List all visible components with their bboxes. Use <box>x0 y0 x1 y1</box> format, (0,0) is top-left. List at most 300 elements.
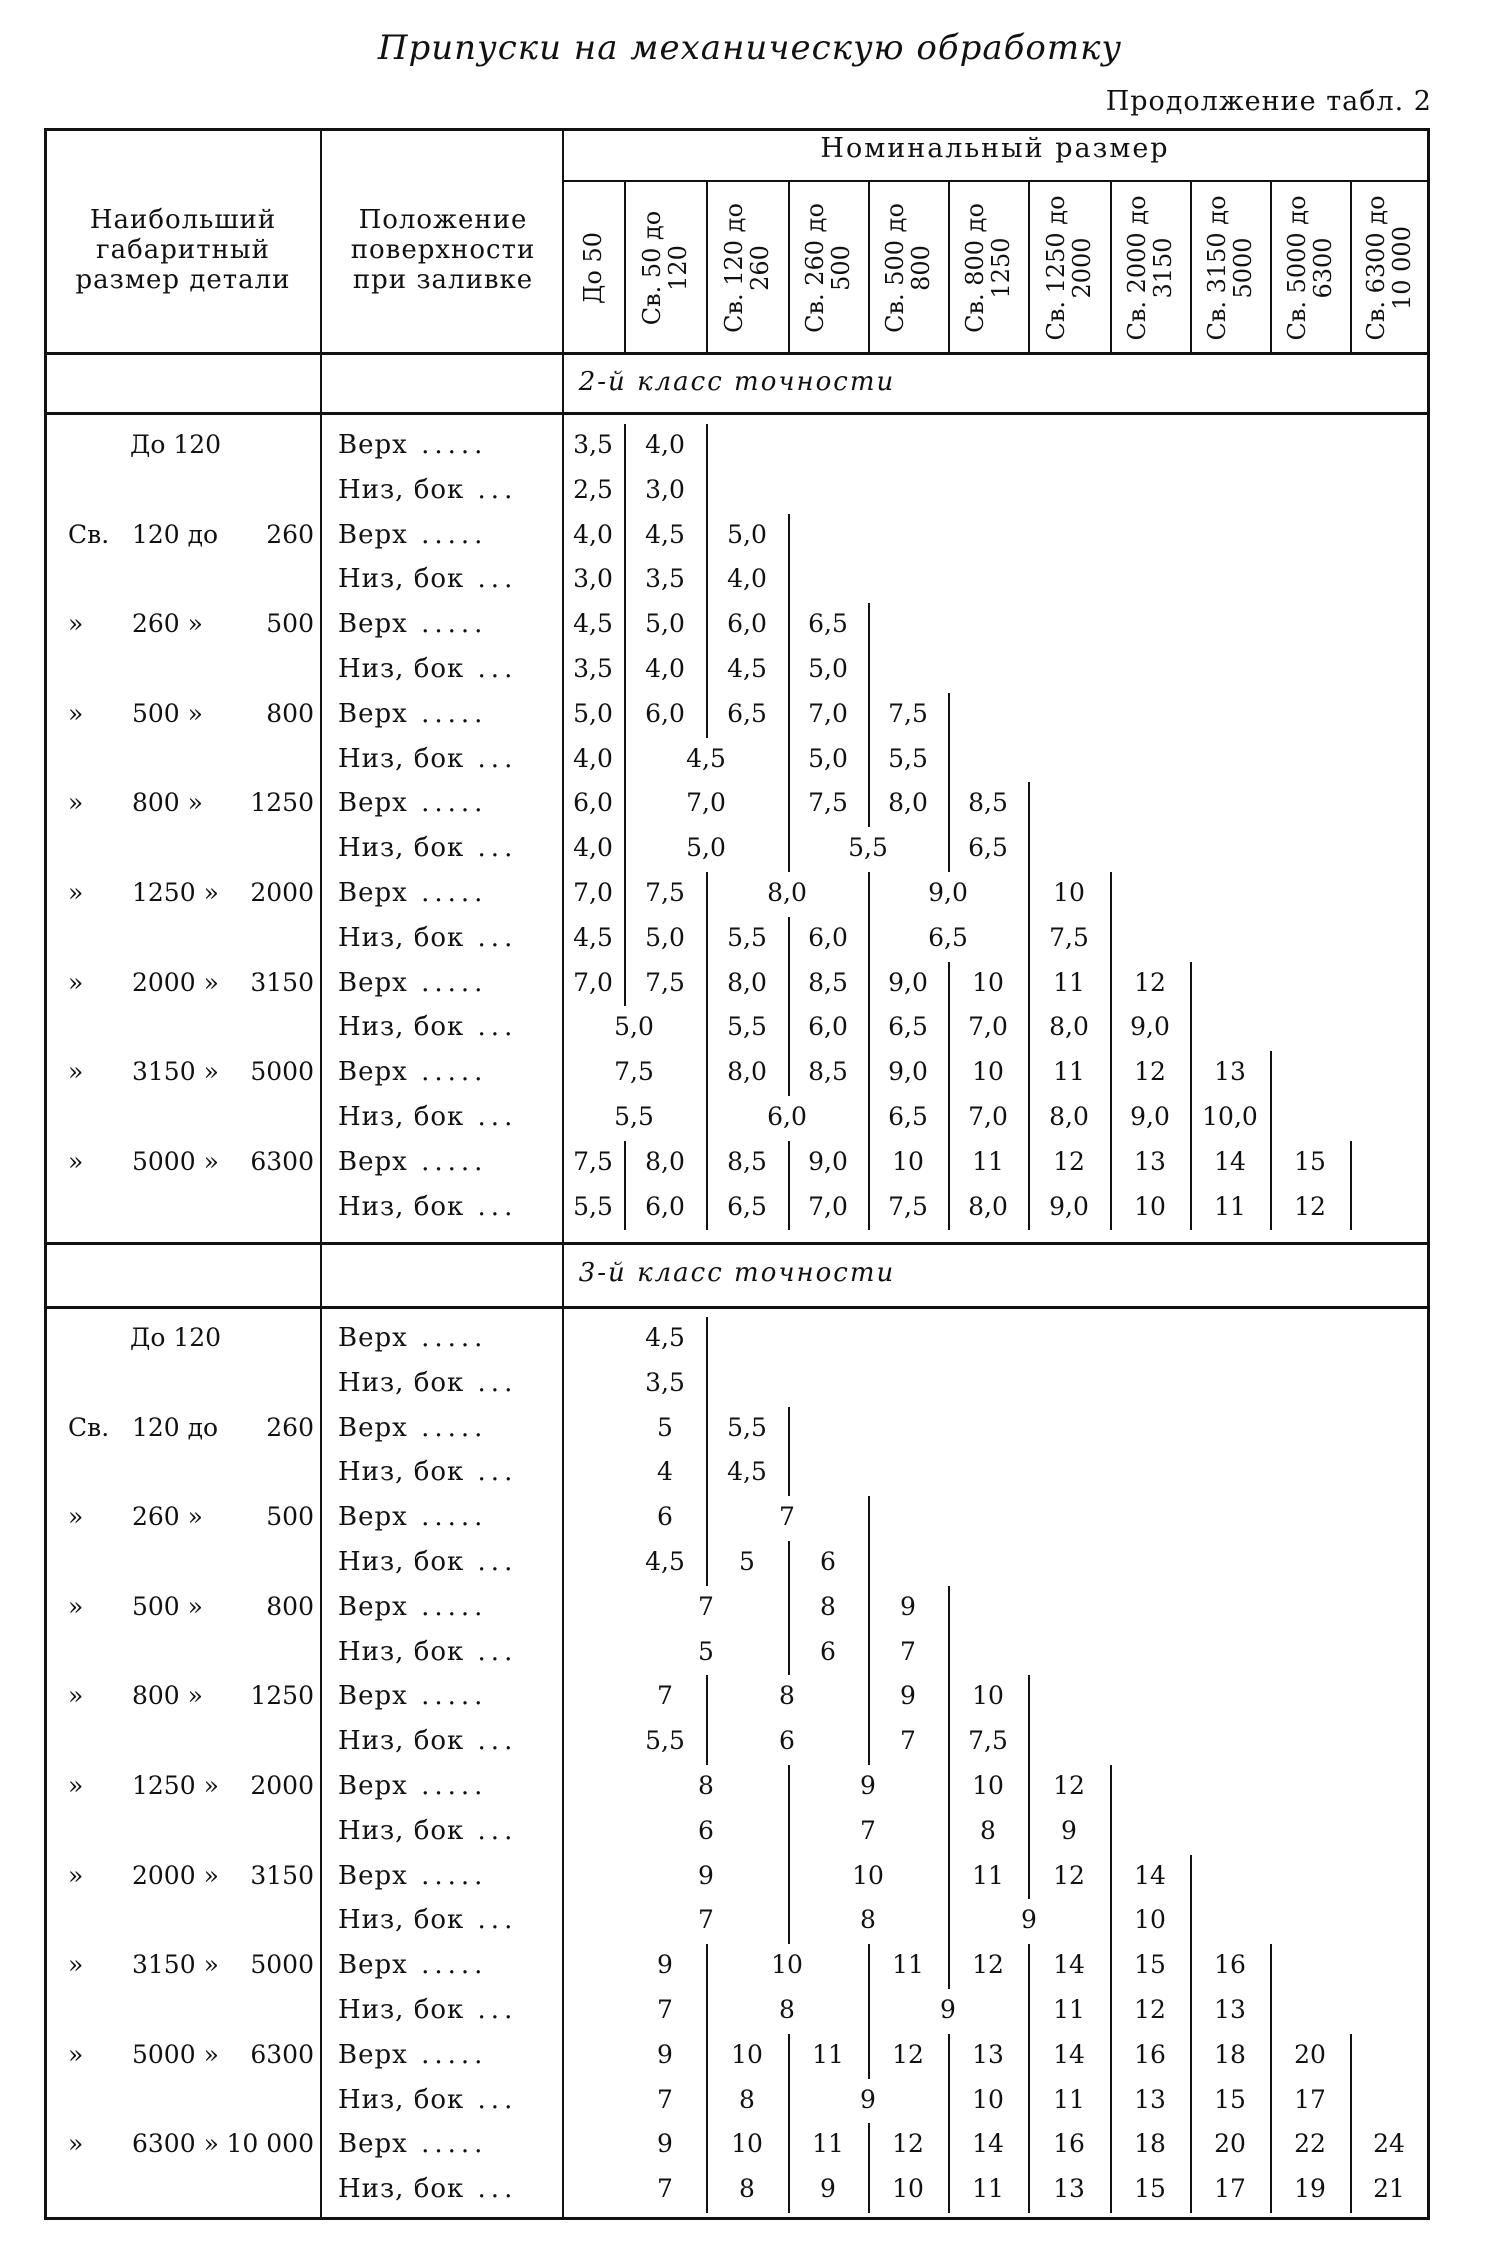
value-cell: 5,5 <box>727 1412 767 1442</box>
leader-dots: ..... <box>407 1681 488 1712</box>
position-text: Низ, бок <box>338 2084 465 2115</box>
size-prefix: » <box>68 878 84 907</box>
position-label <box>338 1147 487 1177</box>
size-prefix: » <box>68 609 84 639</box>
value-cell: 12 <box>1053 1146 1085 1176</box>
position-label <box>338 1905 517 1935</box>
value-cell: 4,5 <box>686 743 726 773</box>
position-text: Верх <box>338 1860 408 1891</box>
position-label <box>338 1547 517 1577</box>
value-cell: 9 <box>1061 1815 1077 1845</box>
position-label <box>338 1816 517 1846</box>
col-divider <box>1350 180 1352 352</box>
value-cell: 10 <box>972 2084 1004 2114</box>
value-cell: 10 <box>731 2039 763 2069</box>
value-cell: 13 <box>1214 1057 1246 1087</box>
value-cell: 12 <box>972 1950 1004 1980</box>
position-label <box>338 1861 487 1891</box>
position-label <box>338 1012 517 1042</box>
subheader-5: Св. 800 до 1250 <box>961 203 1015 333</box>
value-cell: 16 <box>1214 1950 1246 1980</box>
value-cell: 8,0 <box>727 967 767 997</box>
value-cell: 6,5 <box>727 1191 767 1221</box>
value-cell: 7,0 <box>808 1191 848 1221</box>
subheader-0: До 50 <box>579 231 607 305</box>
value-cell: 15 <box>1134 2174 1166 2204</box>
value-cell: 9,0 <box>888 967 928 997</box>
position-label <box>338 1950 487 1980</box>
position-label <box>338 430 487 460</box>
leader-dots: ..... <box>407 878 488 908</box>
value-cell: 9 <box>860 1771 876 1800</box>
size-prefix: » <box>68 1681 84 1711</box>
position-label <box>338 1771 487 1801</box>
position-label <box>338 699 487 729</box>
size-to: 10 000 <box>226 2129 314 2159</box>
size-to: 260 <box>266 519 314 549</box>
col-divider <box>624 180 626 352</box>
class-label: 2-й класс точности <box>578 367 896 397</box>
leader-dots: ... <box>464 1102 518 1132</box>
size-from: 800 » <box>132 788 203 818</box>
position-text: Низ, бок <box>338 1905 465 1936</box>
position-label <box>338 1592 487 1622</box>
value-cell: 7 <box>657 1995 673 2024</box>
size-to: 5000 <box>250 1057 314 1087</box>
size-from: 2000 » <box>132 1860 219 1890</box>
size-prefix: » <box>68 967 84 997</box>
cell-border <box>788 558 790 603</box>
value-cell: 4,0 <box>645 430 685 459</box>
cell-border <box>1110 1810 1112 1855</box>
value-cell: 24 <box>1373 2129 1405 2159</box>
leader-dots: ... <box>464 2174 518 2205</box>
leader-dots: ..... <box>407 519 488 550</box>
value-cell: 5,5 <box>614 1102 654 1131</box>
leader-dots: ... <box>464 833 518 864</box>
value-cell: 4,5 <box>645 1547 685 1576</box>
leader-dots: ... <box>464 922 518 953</box>
cell-border <box>868 1496 870 1541</box>
value-cell: 7,5 <box>808 788 848 818</box>
cell-border <box>1110 872 1112 917</box>
position-text: Низ, бок <box>338 654 465 684</box>
value-cell: 18 <box>1134 2129 1166 2159</box>
cell-border <box>706 424 708 469</box>
size-to: 800 <box>266 698 314 728</box>
value-cell: 2,5 <box>573 474 613 504</box>
value-cell: 8,5 <box>968 788 1008 818</box>
value-cell: 4,0 <box>727 564 767 594</box>
size-to: 1250 <box>250 788 314 818</box>
value-cell: 9 <box>900 1591 916 1621</box>
cell-border <box>706 469 708 514</box>
value-cell: 5 <box>657 1412 673 1442</box>
position-label <box>338 923 517 953</box>
value-cell: 5,0 <box>727 519 767 549</box>
leader-dots: ... <box>464 1367 518 1398</box>
cell-border <box>868 603 870 648</box>
value-cell: 9,0 <box>1130 1102 1170 1131</box>
size-prefix: » <box>68 698 84 728</box>
cell-border <box>1110 1765 1112 1810</box>
position-text: Низ, бок <box>338 1367 465 1398</box>
value-cell: 7 <box>657 2084 673 2114</box>
cell-border <box>1028 1720 1030 1765</box>
class-label: 3-й класс точности <box>578 1258 896 1288</box>
cell-border <box>1028 1675 1030 1720</box>
value-cell: 7,5 <box>888 1191 928 1221</box>
position-label <box>338 1637 517 1667</box>
value-cell: 3,5 <box>645 1367 685 1397</box>
position-text: Низ, бок <box>338 1457 465 1488</box>
size-from: 1250 » <box>132 878 219 907</box>
position-label <box>338 833 517 863</box>
header-divider <box>562 180 1430 182</box>
value-cell: 8,0 <box>727 1057 767 1087</box>
size-prefix: Св. <box>68 519 110 549</box>
value-cell: 10 <box>771 1950 803 1980</box>
value-cell: 6 <box>779 1726 795 1756</box>
position-text: Верх <box>338 1681 408 1712</box>
value-cell: 10 <box>972 1681 1004 1711</box>
size-from: 120 до <box>132 1412 219 1442</box>
value-cell: 6,0 <box>645 1191 685 1221</box>
size-to: 2000 <box>250 1771 314 1800</box>
cell-border <box>788 514 790 559</box>
value-cell: 16 <box>1134 2039 1166 2069</box>
position-label <box>338 1502 487 1532</box>
value-cell: 11 <box>1053 1057 1085 1087</box>
value-cell: 9 <box>820 2174 836 2204</box>
section-divider <box>44 1306 1430 1309</box>
col-divider <box>1028 180 1030 352</box>
size-from: 2000 » <box>132 967 219 997</box>
value-cell: 11 <box>812 2039 844 2069</box>
value-cell: 6,0 <box>808 922 848 952</box>
cell-border <box>706 1362 708 1407</box>
col-divider <box>948 180 950 352</box>
position-text: Низ, бок <box>338 1012 465 1043</box>
value-cell: 12 <box>1134 1057 1166 1087</box>
position-text: Верх <box>338 2129 408 2160</box>
subheader-2: Св. 120 до 260 <box>720 203 774 333</box>
value-cell: 14 <box>972 2129 1004 2159</box>
value-cell: 7,5 <box>645 878 685 907</box>
cell-border <box>868 648 870 693</box>
leader-dots: ... <box>464 743 518 774</box>
position-text: Верх <box>338 609 408 640</box>
size-to: 6300 <box>250 2039 314 2069</box>
leader-dots: ... <box>464 1636 518 1667</box>
size-from: 120 до <box>132 519 219 549</box>
position-label <box>338 1368 517 1398</box>
value-cell: 11 <box>972 1860 1004 1890</box>
position-label <box>338 878 487 908</box>
cell-border <box>1190 962 1192 1007</box>
cell-border <box>948 693 950 738</box>
size-from: 500 » <box>132 1591 203 1621</box>
value-cell: 9,0 <box>928 878 968 907</box>
leader-dots: ..... <box>407 1950 488 1981</box>
leader-dots: ... <box>464 1815 518 1846</box>
value-cell: 18 <box>1214 2039 1246 2069</box>
cell-border <box>1350 2034 1352 2079</box>
cell-border <box>948 738 950 783</box>
size-to: 6300 <box>250 1146 314 1176</box>
position-text: Верх <box>338 430 408 460</box>
value-cell: 9,0 <box>808 1146 848 1176</box>
value-cell: 6,5 <box>928 922 968 952</box>
leader-dots: ..... <box>407 698 488 729</box>
leader-dots: ..... <box>407 1502 488 1533</box>
leader-dots: ..... <box>407 1412 488 1443</box>
position-text: Низ, бок <box>338 1815 465 1846</box>
size-from: 1250 » <box>132 1771 219 1800</box>
leader-dots: ..... <box>407 1057 488 1088</box>
leader-dots: ... <box>464 474 518 505</box>
value-cell: 12 <box>1134 967 1166 997</box>
value-cell: 3,5 <box>573 654 613 683</box>
value-cell: 7 <box>698 1905 714 1935</box>
position-label <box>338 1681 487 1711</box>
value-cell: 5,5 <box>573 1191 613 1221</box>
value-cell: 6,5 <box>727 698 767 728</box>
value-cell: 8,0 <box>968 1191 1008 1221</box>
value-cell: 8,5 <box>808 967 848 997</box>
value-cell: 5,0 <box>808 654 848 683</box>
value-cell: 3,5 <box>573 430 613 459</box>
value-cell: 6,5 <box>888 1012 928 1042</box>
size-to: 500 <box>266 1502 314 1532</box>
leader-dots: ..... <box>407 609 488 640</box>
position-label <box>338 1192 517 1222</box>
value-cell: 3,5 <box>645 564 685 594</box>
position-label <box>338 788 487 818</box>
cell-border <box>868 1541 870 1586</box>
size-from: 3150 » <box>132 1057 219 1087</box>
position-text: Низ, бок <box>338 1726 465 1757</box>
position-label <box>338 609 487 639</box>
value-cell: 7,5 <box>614 1057 654 1087</box>
size-to: 5000 <box>250 1950 314 1980</box>
position-text: Верх <box>338 1057 408 1088</box>
value-cell: 10 <box>972 1057 1004 1087</box>
value-cell: 5 <box>698 1636 714 1666</box>
value-cell: 8 <box>698 1771 714 1800</box>
value-cell: 5,5 <box>888 743 928 773</box>
value-cell: 6 <box>657 1502 673 1532</box>
leader-dots: ..... <box>407 1323 488 1353</box>
size-label: До 120 <box>130 430 222 459</box>
cell-border <box>706 1317 708 1362</box>
value-cell: 7,5 <box>888 698 928 728</box>
subheader-10: Св. 6300 до 10 000 <box>1362 195 1416 341</box>
size-prefix: » <box>68 1771 84 1800</box>
value-cell: 8,5 <box>808 1057 848 1087</box>
value-cell: 22 <box>1294 2129 1326 2159</box>
page-title: Припуски на механическую обработку <box>377 28 1123 68</box>
value-cell: 7 <box>657 2174 673 2204</box>
size-prefix: » <box>68 1591 84 1621</box>
position-label <box>338 2129 487 2159</box>
position-text: Верх <box>338 1412 408 1443</box>
value-cell: 3,0 <box>573 564 613 594</box>
cell-border <box>1190 1855 1192 1900</box>
value-cell: 7,0 <box>808 698 848 728</box>
leader-dots: ... <box>464 1995 518 2025</box>
value-cell: 7 <box>860 1815 876 1845</box>
position-text: Низ, бок <box>338 474 465 505</box>
position-label <box>338 744 517 774</box>
cell-border <box>948 1631 950 1676</box>
value-cell: 7 <box>900 1636 916 1666</box>
col-divider <box>788 180 790 352</box>
value-cell: 6,0 <box>645 698 685 728</box>
value-cell: 7,5 <box>645 967 685 997</box>
value-cell: 9 <box>940 1995 956 2024</box>
value-cell: 15 <box>1294 1146 1326 1176</box>
value-cell: 10 <box>1134 1905 1166 1935</box>
col-divider <box>868 180 870 352</box>
value-cell: 5,5 <box>727 1012 767 1042</box>
value-cell: 7,0 <box>573 967 613 997</box>
value-cell: 11 <box>1053 2084 1085 2114</box>
value-cell: 5,0 <box>808 743 848 773</box>
value-cell: 9,0 <box>1130 1012 1170 1042</box>
leader-dots: ... <box>464 2084 518 2115</box>
position-text: Низ, бок <box>338 2174 465 2205</box>
value-cell: 8,0 <box>888 788 928 818</box>
position-label <box>338 564 517 594</box>
size-prefix: » <box>68 2039 84 2069</box>
value-cell: 8 <box>820 1591 836 1621</box>
value-cell: 15 <box>1134 1950 1166 1980</box>
position-text: Верх <box>338 1771 408 1801</box>
value-cell: 8,0 <box>645 1146 685 1176</box>
value-cell: 4,5 <box>573 922 613 952</box>
position-text: Верх <box>338 2039 408 2070</box>
value-cell: 12 <box>892 2129 924 2159</box>
size-prefix: » <box>68 1502 84 1532</box>
value-cell: 11 <box>1053 967 1085 997</box>
value-cell: 7,5 <box>1049 922 1089 952</box>
value-cell: 7,0 <box>573 878 613 907</box>
position-text: Верх <box>338 1591 408 1622</box>
value-cell: 10 <box>972 1771 1004 1800</box>
value-cell: 11 <box>972 2174 1004 2204</box>
value-cell: 9 <box>1021 1905 1037 1935</box>
position-label <box>338 1726 517 1756</box>
value-cell: 13 <box>1134 1146 1166 1176</box>
value-cell: 7,0 <box>968 1012 1008 1042</box>
value-cell: 4,5 <box>645 519 685 549</box>
position-text: Низ, бок <box>338 1636 465 1667</box>
value-cell: 5,5 <box>848 833 888 863</box>
cell-border <box>1350 1141 1352 1186</box>
continuation-label: Продолжение табл. 2 <box>1105 86 1432 117</box>
cell-border <box>1270 1051 1272 1096</box>
value-cell: 10 <box>972 967 1004 997</box>
leader-dots: ..... <box>407 1771 488 1801</box>
section-divider <box>44 412 1430 415</box>
size-to: 500 <box>266 609 314 639</box>
position-text: Верх <box>338 1950 408 1981</box>
value-cell: 14 <box>1053 2039 1085 2069</box>
value-cell: 4,0 <box>573 519 613 549</box>
position-text: Верх <box>338 1146 408 1177</box>
value-cell: 14 <box>1053 1950 1085 1980</box>
value-cell: 8 <box>739 2084 755 2114</box>
size-from: 500 » <box>132 698 203 728</box>
value-cell: 11 <box>972 1146 1004 1176</box>
position-text: Верх <box>338 1502 408 1533</box>
value-cell: 5,5 <box>645 1726 685 1756</box>
position-text: Верх <box>338 1323 408 1353</box>
value-cell: 9 <box>698 1860 714 1890</box>
position-label <box>338 2085 517 2115</box>
value-cell: 4,5 <box>573 609 613 639</box>
value-cell: 14 <box>1214 1146 1246 1176</box>
value-cell: 7 <box>779 1502 795 1532</box>
position-label <box>338 1413 487 1443</box>
header-nominal-size: Номинальный размер <box>820 133 1170 164</box>
value-cell: 5,0 <box>573 698 613 728</box>
value-cell: 6,5 <box>888 1102 928 1131</box>
value-cell: 4,0 <box>573 833 613 863</box>
size-label: До 120 <box>130 1323 222 1352</box>
value-cell: 19 <box>1294 2174 1326 2204</box>
subheader-3: Св. 260 до 500 <box>801 203 855 333</box>
size-from: 5000 » <box>132 2039 219 2069</box>
value-cell: 8 <box>739 2174 755 2204</box>
value-cell: 7 <box>900 1726 916 1756</box>
size-from: 5000 » <box>132 1146 219 1176</box>
position-label <box>338 1057 487 1087</box>
subheader-7: Св. 2000 до 3150 <box>1123 195 1177 341</box>
leader-dots: ... <box>464 1905 518 1936</box>
value-cell: 10 <box>731 2129 763 2159</box>
leader-dots: ... <box>464 1191 518 1222</box>
value-cell: 10 <box>1134 1191 1166 1221</box>
subheader-1: Св. 50 до 120 <box>638 210 692 326</box>
value-cell: 8,5 <box>727 1146 767 1176</box>
col-divider <box>1110 180 1112 352</box>
value-cell: 7 <box>657 1681 673 1711</box>
value-cell: 7,5 <box>573 1146 613 1176</box>
position-label <box>338 2040 487 2070</box>
value-cell: 5,0 <box>614 1012 654 1042</box>
leader-dots: ..... <box>407 430 488 460</box>
size-from: 6300 » <box>132 2129 219 2159</box>
size-from: 800 » <box>132 1681 203 1711</box>
value-cell: 9 <box>657 1950 673 1980</box>
value-cell: 4,5 <box>727 654 767 683</box>
value-cell: 13 <box>1053 2174 1085 2204</box>
position-text: Низ, бок <box>338 743 465 774</box>
value-cell: 7 <box>698 1591 714 1621</box>
value-cell: 9 <box>657 2129 673 2159</box>
value-cell: 6,5 <box>968 833 1008 863</box>
position-label <box>338 520 487 550</box>
position-text: Низ, бок <box>338 833 465 864</box>
size-prefix: » <box>68 1860 84 1890</box>
size-to: 800 <box>266 1591 314 1621</box>
value-cell: 7,0 <box>968 1102 1008 1131</box>
position-text: Низ, бок <box>338 1995 465 2025</box>
position-label <box>338 2174 517 2204</box>
cell-border <box>1028 827 1030 872</box>
